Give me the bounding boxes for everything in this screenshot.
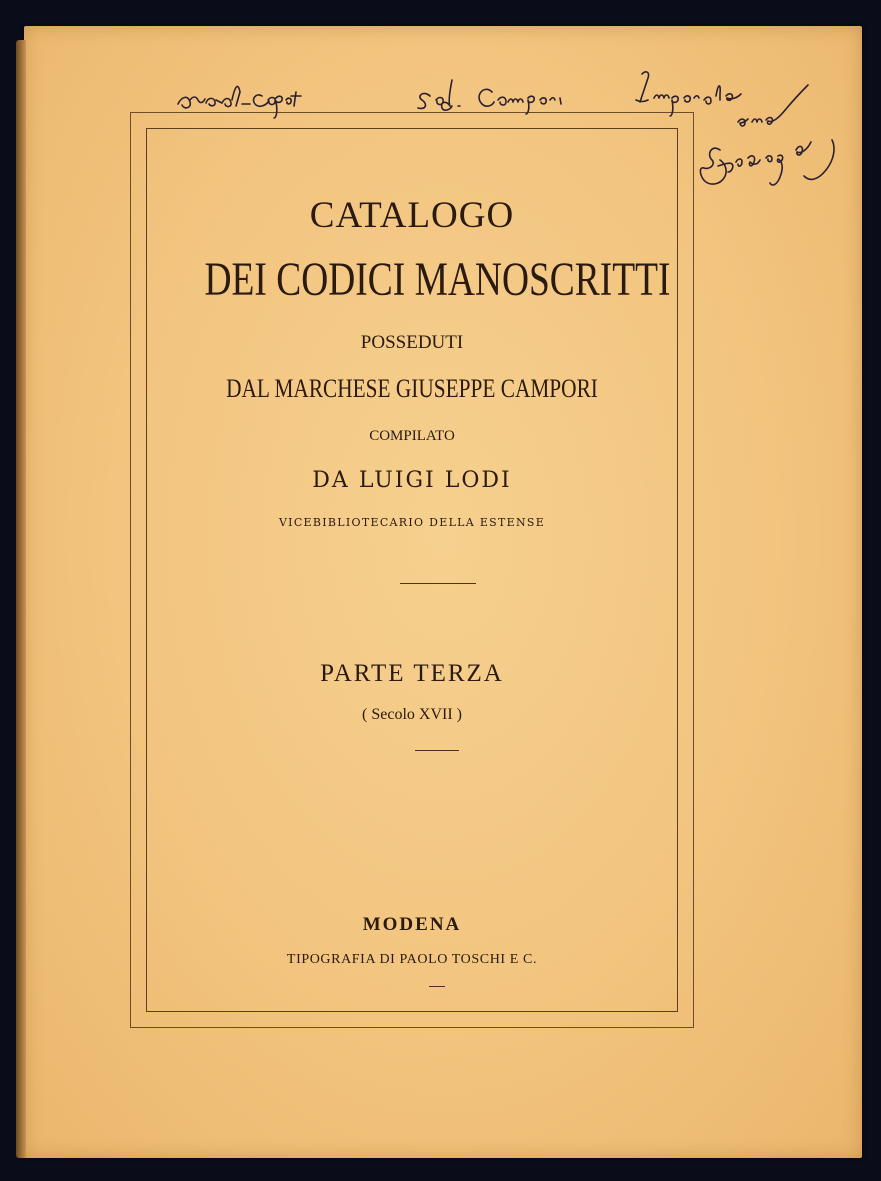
- century-line: ( Secolo XVII ): [362, 706, 462, 723]
- book-cover: [24, 26, 862, 1158]
- title-line-2: DEI CODICI MANOSCRITTI: [204, 253, 671, 306]
- divider-rule: [400, 583, 476, 584]
- imprint-city: MODENA: [362, 914, 462, 935]
- part-heading: PARTE TERZA: [320, 660, 504, 687]
- compiled-label: COMPILATO: [369, 428, 455, 444]
- title-line-1: CATALOGO: [309, 195, 515, 236]
- author-role: VICEBIBLIOTECARIO DELLA ESTENSE: [278, 516, 546, 529]
- divider-rule: [415, 750, 459, 751]
- subtitle: POSSEDUTI: [360, 332, 464, 353]
- owner-line: DAL MARCHESE GIUSEPPE CAMPORI: [226, 374, 598, 403]
- divider-rule: [429, 986, 445, 987]
- imprint-printer: TIPOGRAFIA DI PAOLO TOSCHI E C.: [286, 952, 538, 967]
- author-line: DA LUIGI LODI: [312, 468, 512, 493]
- title-page: [146, 128, 678, 1010]
